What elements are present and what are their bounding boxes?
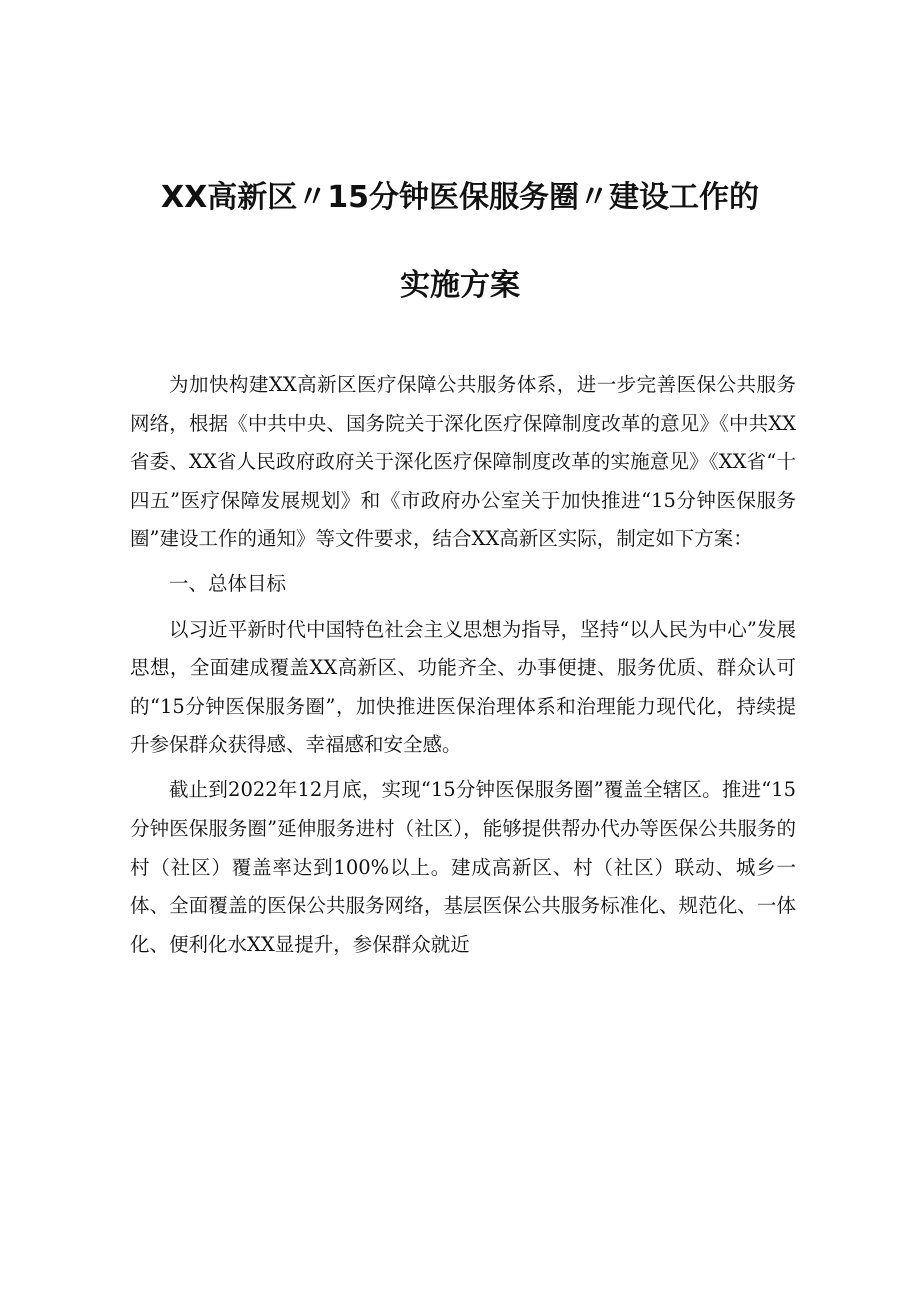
document-title-line-2: 实施方案 — [400, 268, 520, 303]
document-title-line-1: XX高新区〃15分钟医保服务圈〃建设工作的 — [160, 180, 759, 215]
section-heading-overall-goal: 一、总体目标 — [169, 572, 287, 596]
document-body — [130, 366, 796, 971]
target-paragraph: 截止到2022年12月底，实现“15分钟医保服务圈”覆盖全辖区。推进“15分钟医保服务圈”延伸服务进村（社区），能够提供帮办代办等医保公共服务的村（社区）覆盖率达到100%以上。建成高新区、村（社区）联动、城乡一体、全面覆盖的医保公共服务网络，基层医保公共服务标准化、规范化、一体化、便利化水XX显提升，参保群众就近 — [130, 778, 796, 956]
intro-paragraph: 为加快构建XX高新区医疗保障公共服务体系，进一步完善医保公共服务网络，根据《中共中央、国务院关于深化医疗保障制度改革的意见》《中共XX省委、XX省人民政府政府关于深化医疗保障制度改革的实施意见》《XX省“十四五”医疗保障发展规划》和《市政府办公室关于加快推进“15分钟医保服务圈”建设工作的通知》等文件要求，结合XX高新区实际，制定如下方案： — [130, 373, 796, 551]
goal-paragraph: 以习近平新时代中国特色社会主义思想为指导，坚持“以人民为中心”发展思想，全面建成覆盖XX高新区、功能齐全、办事便捷、服务优质、群众认可的“15分钟医保服务圈”，加快推进医保治理体系和治理能力现代化，持续提升参保群众获得感、幸福感和安全感。 — [130, 617, 796, 757]
